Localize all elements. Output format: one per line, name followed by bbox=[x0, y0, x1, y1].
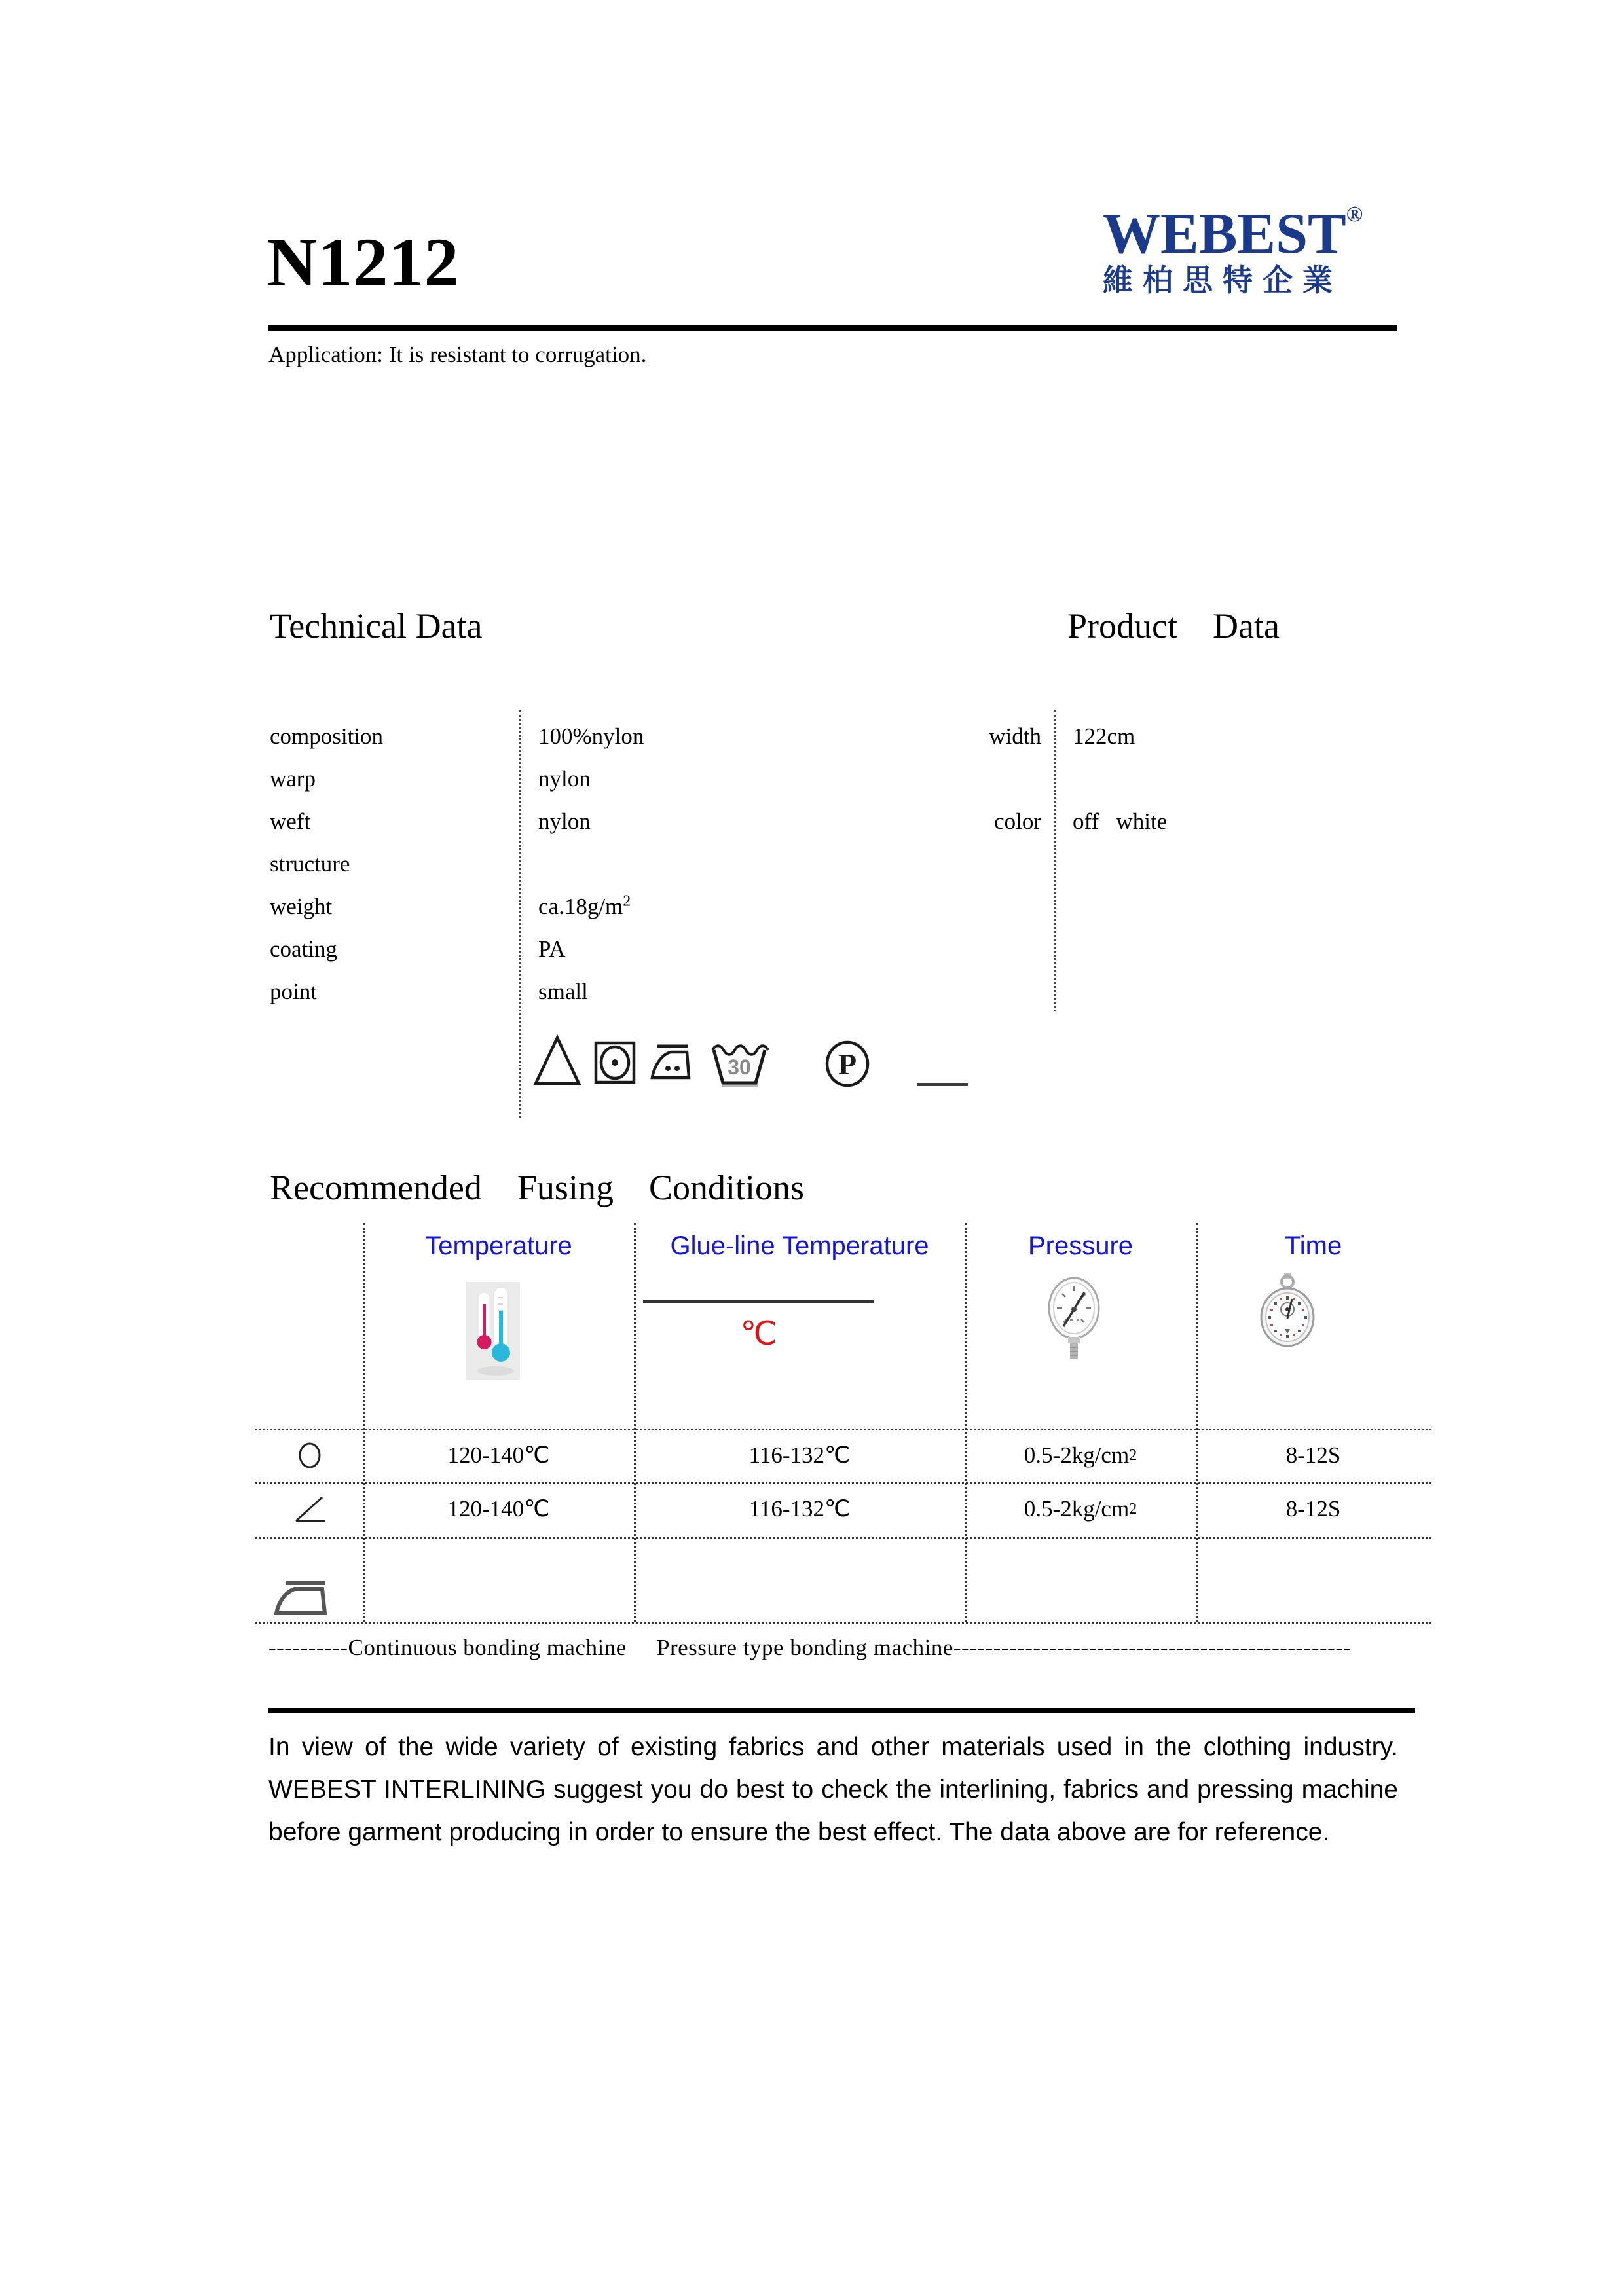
technical-row-value: nylon bbox=[538, 809, 591, 834]
angle-icon bbox=[293, 1493, 327, 1525]
page-title: N1212 bbox=[267, 224, 460, 301]
glue-line-underline bbox=[643, 1300, 874, 1303]
pressure-base: 0.5-2kg/cm bbox=[1024, 1442, 1130, 1468]
fusing-grid-line bbox=[965, 1223, 967, 1622]
technical-row-label: structure bbox=[270, 851, 350, 877]
technical-divider-line bbox=[519, 710, 521, 1118]
pressure-gauge-icon bbox=[1046, 1269, 1101, 1370]
footer-rule bbox=[268, 1708, 1415, 1713]
fusing-conditions-title: Recommended Fusing Conditions bbox=[270, 1168, 804, 1207]
dry-clean-letter: P bbox=[838, 1048, 857, 1081]
fusing-row-icon-cell bbox=[255, 1482, 363, 1537]
weight-value: ca.18g/m bbox=[538, 894, 623, 919]
logo-chinese-name: 維柏思特企業 bbox=[1103, 263, 1342, 297]
technical-row-label: point bbox=[270, 979, 317, 1004]
fusing-grid-line bbox=[1196, 1223, 1198, 1622]
bleach-triangle-icon bbox=[533, 1033, 581, 1091]
technical-row-label: composition bbox=[270, 723, 384, 749]
technical-row-value: nylon bbox=[538, 766, 591, 792]
fusing-pressure-value: 0.5-2kg/cm 2 bbox=[1024, 1496, 1137, 1522]
fusing-col-header-pressure: Pressure bbox=[1027, 1231, 1134, 1260]
technical-row-label: weight bbox=[270, 894, 333, 919]
iron-two-dots-icon bbox=[648, 1042, 694, 1087]
weight-superscript: 2 bbox=[623, 892, 631, 910]
product-row-label: color bbox=[994, 809, 1041, 834]
product-row-value: 122cm bbox=[1073, 723, 1135, 749]
fusing-time-value: 8-12S bbox=[1285, 1496, 1341, 1522]
brand-logo bbox=[1103, 204, 1378, 297]
pressure-base: 0.5-2kg/cm bbox=[1024, 1496, 1130, 1522]
stopwatch-icon bbox=[1259, 1271, 1316, 1351]
wash-30-icon bbox=[708, 1037, 771, 1097]
technical-row-value: PA bbox=[538, 936, 566, 962]
iron-icon bbox=[271, 1579, 331, 1620]
product-row-label: width bbox=[989, 723, 1041, 749]
fusing-temperature-value: 120-140℃ bbox=[447, 1496, 550, 1522]
fusing-glue-line-value: 116-132℃ bbox=[748, 1442, 851, 1468]
dry-clean-P-icon bbox=[824, 1040, 871, 1091]
bonding-machines-legend: ----------Continuous bonding machine Pressure type bonding machine-------------------------------------------------- bbox=[268, 1635, 1352, 1660]
header-rule bbox=[268, 325, 1397, 331]
technical-row-label: warp bbox=[270, 766, 316, 792]
dry-flat-line-icon bbox=[917, 1083, 968, 1086]
fusing-col-header-time: Time bbox=[1284, 1231, 1342, 1260]
fusing-row-icon-cell bbox=[255, 1429, 363, 1482]
technical-row-label: coating bbox=[270, 936, 338, 962]
technical-row-label: weft bbox=[270, 809, 311, 834]
technical-row-value: small bbox=[538, 979, 588, 1004]
technical-row-value bbox=[538, 894, 631, 920]
fusing-grid-line bbox=[363, 1223, 365, 1622]
fusing-grid-line bbox=[255, 1537, 1431, 1539]
fusing-col-header-glue-line: Glue-line Temperature bbox=[670, 1231, 929, 1260]
product-data-title: Product Data bbox=[1067, 606, 1280, 646]
fusing-pressure-value: 0.5-2kg/cm 2 bbox=[1024, 1442, 1137, 1468]
wash-temp-label: 30 bbox=[728, 1055, 751, 1079]
technical-row-value: 100%nylon bbox=[538, 723, 644, 749]
product-row-value: off white bbox=[1073, 809, 1168, 834]
fusing-col-header-temperature: Temperature bbox=[425, 1231, 572, 1260]
product-divider-line bbox=[1054, 710, 1056, 1011]
celsius-unit-label: ℃ bbox=[740, 1315, 777, 1352]
footer-disclaimer: In view of the wide variety of existing fabrics and other materials used in the clothing industry. WEBEST INTERLINING suggest you do best to check the interlining, fabrics and pressing machine before garment producing in order to ensure the best effect. The data above are for reference. bbox=[268, 1733, 1398, 1846]
application-line: Application: It is resistant to corrugation. bbox=[268, 342, 647, 367]
circle-icon bbox=[297, 1441, 323, 1470]
registered-trademark-icon: ® bbox=[1346, 202, 1363, 227]
tumble-dry-icon bbox=[593, 1040, 637, 1089]
logo-wordmark bbox=[1103, 202, 1378, 266]
fusing-grid-line bbox=[634, 1223, 636, 1622]
fusing-grid-line bbox=[255, 1622, 1431, 1624]
fusing-time-value: 8-12S bbox=[1285, 1442, 1341, 1468]
technical-data-title: Technical Data bbox=[270, 606, 483, 646]
thermometer-icon bbox=[466, 1282, 520, 1383]
logo-brand-text: WEBEST bbox=[1103, 202, 1346, 266]
fusing-glue-line-value: 116-132℃ bbox=[748, 1496, 851, 1522]
fusing-temperature-value: 120-140℃ bbox=[447, 1442, 550, 1468]
